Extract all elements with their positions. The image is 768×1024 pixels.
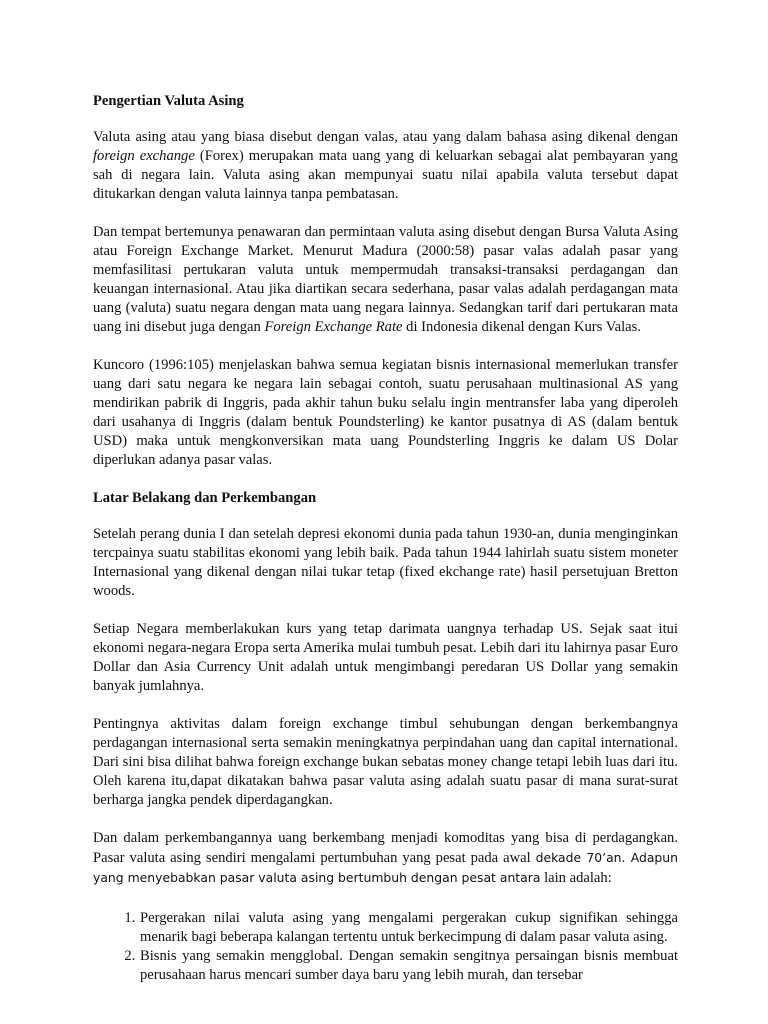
paragraph-text-alt-font: dekade 70’an. Adapun yang menyebabkan pasar valuta asing bertumbuh dengan pesat antara <box>93 850 678 885</box>
paragraph-market <box>93 223 678 337</box>
paragraph-text: di Indonesia dikenal dengan Kurs Valas. <box>402 319 641 335</box>
paragraph-text: lain adalah: <box>540 870 612 886</box>
list-item: 2. Bisnis yang semakin mengglobal. Dengan semakin sengitnya persaingan bisnis membuat perusahaan harus mencari sumber daya baru yang lebih murah, dan tersebar <box>139 947 678 985</box>
italic-term: Foreign Exchange Rate <box>264 319 403 335</box>
reasons-list <box>93 909 678 985</box>
paragraph-definition <box>93 128 678 204</box>
paragraph-importance: Pentingnya aktivitas dalam foreign exchange timbul sehubungan dengan berkembangnya perdagangan internasional serta semakin meningkatnya perpindahan uang dan capital international. Dari sini bisa dilihat bahwa foreign exchange bukan sebatas money change tetapi lebih luas dari itu. Oleh karena itu,dapat dikatakan bahwa pasar valuta asing adalah suatu pasar di mana surat-surat berharga jangka pendek diperdagangkan. <box>93 716 678 808</box>
paragraph-history: Setelah perang dunia I dan setelah depresi ekonomi dunia pada tahun 1930-an, dunia menginginkan tercpainya suatu stabilitas ekonomi yang lebih baik. Pada tahun 1944 lahirlah suatu sistem moneter Internasional yang dikenal dengan nilai tukar tetap (fixed ekchange rate) hasil persetujuan Bretton woods. <box>93 526 678 599</box>
paragraph-text: Dan dalam perkembangannya uang berkembang menjadi komoditas yang bisa di perdagangkan. Pasar valuta asing sendiri mengalami pertumbuhan yang pesat pada awal <box>93 830 678 866</box>
italic-term: foreign exchange <box>93 148 195 164</box>
paragraph-kurs: Setiap Negara memberlakukan kurs yang tetap darimata uangnya terhadap US. Sejak saat itui ekonomi negara-negara Eropa serta Amerika mulai tumbuh pesat. Lebih dari itu lahirnya pasar Euro Dollar dan Asia Currency Unit adalah untuk mengimbangi peredaran US Dollar yang semakin banyak jumlahnya. <box>93 621 678 694</box>
paragraph-text: (Forex) merupakan mata uang yang di keluarkan sebagai alat pembayaran yang sah di negara lain. Valuta asing akan mempunyai suatu nilai apabila valuta tersebut dapat ditukarkan dengan valuta lainnya tanpa pembatasan. <box>93 148 678 202</box>
heading-latar-belakang: Latar Belakang dan Perkembangan <box>93 490 317 506</box>
paragraph-growth <box>93 829 678 888</box>
list-item: 1. Pergerakan nilai valuta asing yang mengalami pergerakan cukup signifikan sehingga menarik bagi beberapa kalangan tertentu untuk berkecimpung di dalam pasar valuta asing. <box>139 909 678 947</box>
paragraph-text: Dan tempat bertemunya penawaran dan permintaan valuta asing disebut dengan Bursa Valuta Asing atau Foreign Exchange Market. Menurut Madura (2000:58) pasar valas adalah pasar yang memfasilitasi pertukaran valuta untuk mempermudah transaksi-transaksi perdagangan dan keuangan internasional. Atau jika diartikan secara sederhana, pasar valas adalah perdagangan mata uang (valuta) suatu negara dengan mata uang negara lainnya. Sedangkan tarif dari pertukaran mata uang ini disebut juga dengan <box>93 224 678 335</box>
paragraph-kuncoro: Kuncoro (1996:105) menjelaskan bahwa semua kegiatan bisnis internasional memerlukan transfer uang dari satu negara ke negara lain sebagai contoh, suatu perusahaan multinasional AS yang mendirikan pabrik di Inggris, pada akhir tahun buku selalu ingin mentransfer laba yang diperoleh dari usahanya di Inggris (dalam bentuk Poundsterling) ke kantor pusatnya di AS (dalam bentuk USD) maka untuk mengkonversikan mata uang Poundsterling Inggris ke dalam US Dolar diperlukan adanya pasar valas. <box>93 357 678 468</box>
heading-pengertian: Pengertian Valuta Asing <box>93 93 244 109</box>
paragraph-text: Valuta asing atau yang biasa disebut dengan valas, atau yang dalam bahasa asing dikenal dengan <box>93 129 678 145</box>
